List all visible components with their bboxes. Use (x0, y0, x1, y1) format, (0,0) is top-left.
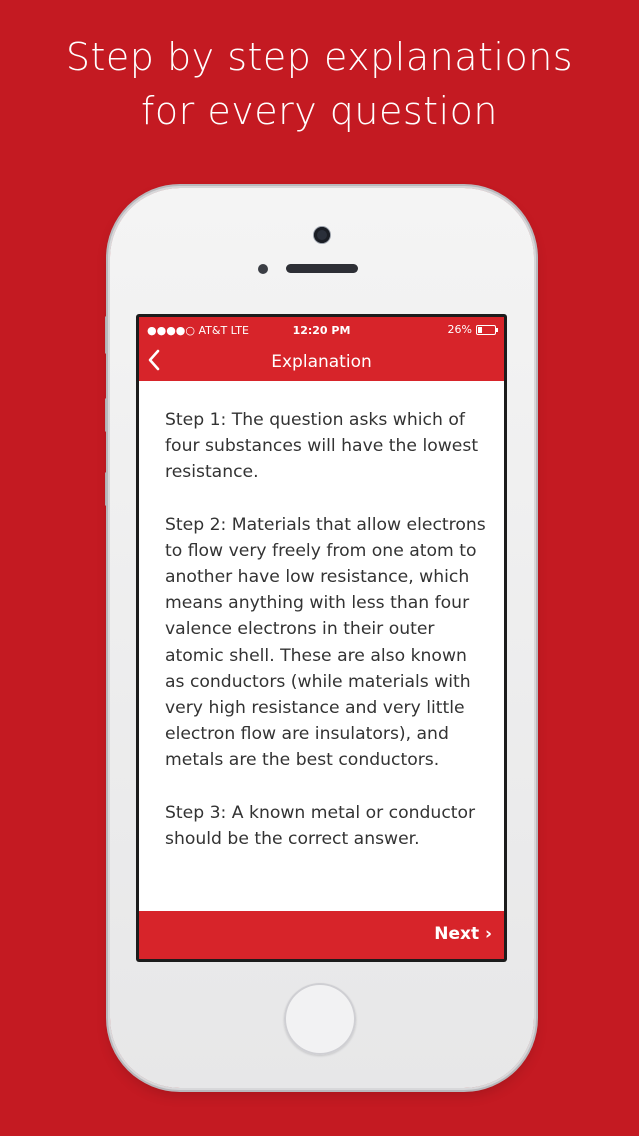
page-title: Explanation (271, 352, 372, 372)
explanation-step-3: Step 3: A known metal or conductor should be the correct answer. (165, 802, 476, 849)
headline-line-1: Step by step explanations (65, 35, 574, 79)
status-bar (139, 317, 504, 343)
footer-bar (139, 911, 504, 959)
battery-percent: 26% (447, 323, 472, 336)
explanation-content (165, 407, 487, 878)
battery-status (448, 323, 496, 336)
carrier-signal: ●●●●○ AT&T LTE (147, 324, 249, 337)
earpiece-speaker (286, 264, 358, 273)
explanation-step-2: Step 2: Materials that allow electrons to flow very freely from one atom to another have low resistance, which means anything with less than four valence electrons in their outer atomic shell. These are also known as conductors (while materials with very high resistance and very little electron flow are insulators), and metals are the best conductors. (165, 514, 486, 771)
front-camera (314, 227, 330, 243)
phone-screen (136, 314, 507, 962)
home-button (284, 983, 356, 1055)
explanation-step-1: Step 1: The question asks which of four substances will have the lowest resistance. (165, 410, 479, 483)
battery-icon (476, 325, 496, 335)
next-button[interactable]: Next › (434, 924, 492, 944)
app-screen (139, 317, 504, 959)
headline-line-2: for every question (141, 89, 498, 133)
promo-headline (0, 30, 639, 138)
proximity-sensor (258, 264, 268, 274)
status-time: 12:20 PM (292, 324, 351, 337)
nav-bar (139, 343, 504, 381)
